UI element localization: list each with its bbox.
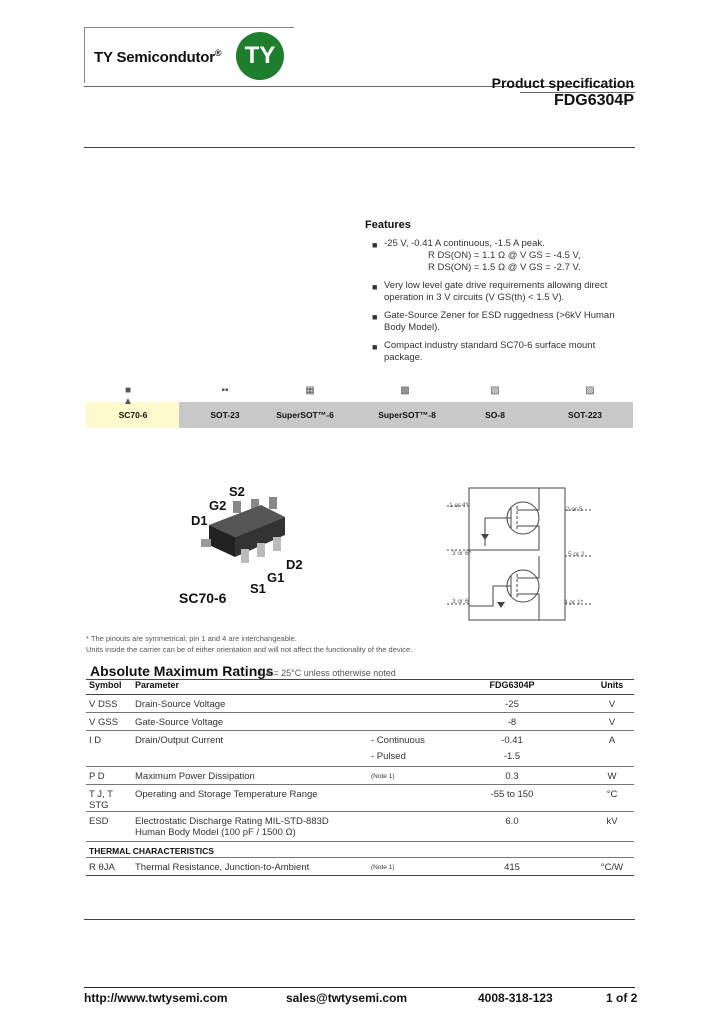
- part-number: FDG6304P: [553, 92, 634, 109]
- footer-website-link[interactable]: http://www.twtysemi.com: [84, 991, 228, 1005]
- registered-mark: ®: [214, 48, 222, 58]
- cell-value: -8: [507, 717, 517, 728]
- cell-parameter: [132, 812, 434, 842]
- zener-2: [497, 602, 505, 608]
- cell-value: 415: [504, 862, 520, 873]
- schematic-pin-label: 3 or 6: [452, 598, 469, 605]
- cell-symbol: I D: [89, 735, 102, 746]
- cell-units: [590, 749, 634, 767]
- cell-parameter: Drain-Source Voltage: [135, 699, 226, 710]
- feature-item: [370, 280, 630, 304]
- package-icon-sot23: ▪▪: [221, 385, 229, 396]
- cell-subparameter: - Continuous: [371, 735, 425, 746]
- feature-text: Gate-Source Zener for ESD ruggedness (>6kV Human Body Model).: [384, 310, 615, 333]
- footer-phone: 4008-318-123: [478, 991, 553, 1005]
- lead: [241, 549, 249, 563]
- feature-item: [370, 340, 630, 364]
- cell-parameter: Operating and Storage Temperature Range: [135, 789, 318, 800]
- cell-parameter: Drain/Output Current: [135, 735, 224, 746]
- table-row: [86, 785, 634, 812]
- feature-item: [370, 238, 630, 274]
- schematic-pin-label: 3 or 6*: [452, 550, 472, 557]
- cell-note: (Note 1): [371, 864, 395, 871]
- bullet-icon: ■: [372, 312, 378, 322]
- package-label: SO-8: [485, 410, 505, 420]
- source-2: [517, 594, 539, 620]
- package-icon-supersot6: ▦: [305, 385, 315, 396]
- table-header-row: [86, 680, 634, 695]
- lead: [257, 543, 265, 557]
- cell-symbol: V GSS: [89, 717, 119, 728]
- cell-units: V: [608, 699, 616, 710]
- feature-text: Compact industry standard SC70-6 surface mount package.: [384, 340, 596, 363]
- header-box-top: [84, 27, 294, 28]
- pin-label-d2: D2: [286, 557, 303, 572]
- note-orientation: Units inside the carrier can be of either orientation and will not affect the functionality of the device.: [86, 645, 413, 654]
- doc-type: Product specification: [491, 75, 634, 91]
- bullet-icon: ■: [372, 282, 378, 292]
- cell-symbol: ESD: [89, 816, 109, 827]
- schematic-pin-label: 1 or 4*: [449, 502, 469, 509]
- table-row: [86, 713, 634, 731]
- cell-symbol: [86, 749, 132, 767]
- cell-value: -55 to 150: [490, 789, 534, 800]
- cell-units: V: [608, 717, 616, 728]
- footer-email-link[interactable]: sales@twtysemi.com: [286, 991, 408, 1005]
- cell-symbol: R θJA: [89, 862, 115, 873]
- table-row: [86, 767, 634, 785]
- package-label: SC70-6: [118, 410, 148, 420]
- footer-rule: [84, 987, 635, 988]
- table-row: [86, 695, 634, 713]
- mosfet-2: [507, 570, 539, 602]
- section-rule-top: [84, 147, 635, 148]
- esd-parameter-line: Electrostatic Discharge Rating MIL-STD-883D: [135, 816, 329, 827]
- feature-text: -25 V, -0.41 A continuous, -1.5 A peak.: [384, 238, 545, 249]
- thermal-header-row: [86, 842, 634, 858]
- schematic-pin-label: 5 or 2: [568, 551, 585, 558]
- brand-text: TY Semicondutor: [94, 49, 215, 66]
- header-value: FDG6304P: [434, 680, 590, 695]
- pin-label-g2: G2: [209, 498, 227, 513]
- feature-text: Very low level gate drive requirements allowing direct operation in 3 V circuits (V GS(th) < 1.5 V).: [384, 280, 608, 303]
- table-row: [86, 858, 634, 876]
- cell-parameter: Maximum Power Dissipation: [135, 771, 255, 782]
- mosfet-1: [507, 502, 539, 534]
- page-bottom-rule: [84, 919, 635, 920]
- pin-label-s1: S1: [250, 581, 266, 596]
- schematic-pin-label: 2 or 5: [566, 506, 583, 513]
- package-label: SOT-223: [567, 410, 603, 420]
- feature-subline: R DS(ON) = 1.5 Ω @ V GS = -2.7 V.: [428, 262, 581, 273]
- package-icon-so8: ▧: [490, 385, 500, 396]
- bullet-icon: ■: [372, 240, 378, 250]
- package-icon-sc70: ■ ▲: [123, 385, 133, 407]
- header-box-left: [84, 27, 85, 83]
- lead: [269, 497, 277, 509]
- source-1: [469, 526, 539, 550]
- lead: [273, 537, 281, 551]
- lead: [233, 501, 241, 513]
- cell-value: 0.3: [505, 771, 519, 782]
- cell-value: -25: [505, 699, 519, 710]
- footer-page-number: 1 of 2: [606, 991, 638, 1005]
- drain-2: [517, 556, 539, 578]
- logo-text: TY: [244, 42, 276, 69]
- esd-parameter-line: Human Body Model (100 pF / 1500 Ω): [135, 827, 296, 838]
- package-caption: SC70-6: [179, 590, 227, 606]
- header-symbol: Symbol: [86, 680, 132, 695]
- package-label: SOT-23: [210, 410, 240, 420]
- cell-units: W: [607, 771, 617, 782]
- cell-parameter: Thermal Resistance, Junction-to-Ambient: [135, 862, 310, 873]
- feature-subline: R DS(ON) = 1.1 Ω @ V GS = -4.5 V,: [428, 250, 581, 261]
- cell-note: (Note 1): [371, 773, 395, 780]
- zener-1: [481, 534, 489, 540]
- pin-label-s2: S2: [229, 484, 245, 499]
- pin-label-d1: D1: [191, 513, 208, 528]
- package-icon-sot223: ▨: [585, 385, 595, 396]
- cell-value: -0.41: [501, 735, 523, 746]
- cell-units: °C: [606, 789, 618, 800]
- cell-symbol: T J, T STG: [89, 789, 113, 811]
- cell-subparameter: - Pulsed: [371, 750, 406, 762]
- cell-symbol: V DSS: [89, 699, 118, 710]
- cell-symbol: P D: [89, 771, 105, 782]
- cell-units: °C/W: [600, 862, 624, 873]
- table-row: [86, 812, 634, 842]
- cell-units: kV: [606, 816, 618, 827]
- features-title: Features: [365, 219, 411, 231]
- ty-logo: [236, 32, 284, 80]
- feature-item: [370, 310, 630, 334]
- brand-name: [94, 48, 221, 66]
- cell-parameter: Gate-Source Voltage: [135, 717, 224, 728]
- ratings-subtitle: T A = 25°C unless otherwise noted: [258, 668, 396, 678]
- lead: [201, 539, 211, 547]
- header-units: Units: [590, 680, 634, 695]
- drain-1: [517, 488, 539, 510]
- cell-units: A: [608, 735, 616, 746]
- header-parameter: Parameter: [132, 680, 368, 695]
- package-icon-supersot8: ▩: [400, 385, 410, 396]
- features-list: [370, 238, 630, 370]
- bullet-icon: ■: [372, 342, 378, 352]
- cell-parameter: [132, 749, 368, 767]
- note-pinout: * The pinouts are symmetrical; pin 1 and 4 are interchangeable.: [86, 634, 297, 643]
- pin-label-g1: G1: [267, 570, 285, 585]
- table-row: [86, 731, 634, 749]
- ratings-title: Absolute Maximum Ratings: [90, 663, 274, 679]
- schematic-pin-label: 4 or 1*: [564, 599, 584, 606]
- ratings-table: [86, 680, 634, 876]
- cell-value: 6.0: [505, 816, 519, 827]
- table-row: [86, 749, 634, 767]
- ratings-bottom-rule: [86, 875, 634, 876]
- gate-lead-2: [469, 586, 511, 606]
- package-label: SuperSOT™-8: [378, 410, 436, 420]
- header-spacer: [368, 680, 434, 695]
- package-label: SuperSOT™-6: [276, 410, 334, 420]
- thermal-header: THERMAL CHARACTERISTICS: [89, 846, 214, 856]
- cell-value: -1.5: [503, 750, 521, 762]
